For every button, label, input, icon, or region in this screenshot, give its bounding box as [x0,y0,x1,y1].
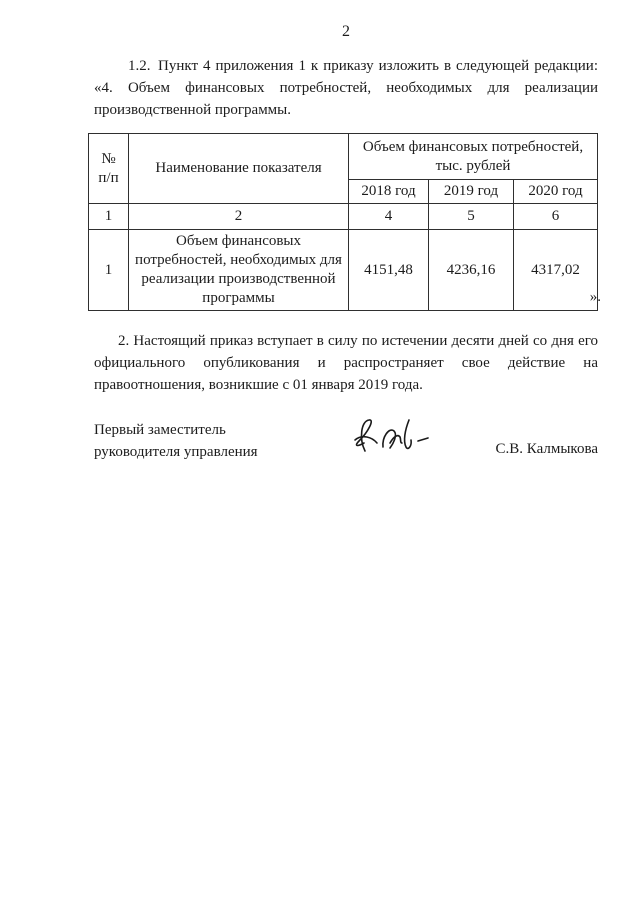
header-cell-year-2020: 2020 год [514,180,598,204]
amendment-paragraph-line-2: «4. Объем финансовых потребностей, необходимых для реализации [94,80,598,96]
data-cell-num: 1 [89,230,129,311]
header-cell-year-2018: 2018 год [349,180,429,204]
colnum-cell-1: 1 [89,204,129,230]
signer-position-line-2: руководителя управления [94,444,258,460]
effective-paragraph-line-1: 2. Настоящий приказ вступает в силу по истечении десяти дней со дня его [118,333,598,349]
colnum-cell-4: 5 [429,204,514,230]
signer-position-line-1: Первый заместитель [94,422,226,438]
effective-paragraph-line-3: правоотношения, возникшие с 01 января 2019 года. [94,377,423,393]
data-cell-2018: 4151,48 [349,230,429,311]
effective-paragraph-line-2: официального опубликования и распространяет свое действие на [94,355,598,371]
financial-needs-table [88,133,598,311]
table-header-row [89,134,598,180]
amendment-paragraph-line-3: производственной программы. [94,102,292,118]
closing-quote-mark: ». [589,289,601,305]
colnum-cell-3: 4 [349,204,429,230]
amendment-paragraph [94,55,598,121]
table-column-numbers-row [89,204,598,230]
amendment-paragraph-line-1: 1.2. Пункт 4 приложения 1 к приказу изложить в следующей редакции: [128,58,598,74]
colnum-cell-5: 6 [514,204,598,230]
effective-date-paragraph [94,330,598,396]
colnum-cell-2: 2 [129,204,349,230]
signer-name: С.В. Калмыкова [495,441,598,457]
page-number: 2 [342,23,350,40]
header-cell-year-2019: 2019 год [429,180,514,204]
header-cell-num: № п/п [89,134,129,204]
data-cell-2019: 4236,16 [429,230,514,311]
header-cell-group: Объем финансовых потребностей, тыс. рублей [349,134,598,180]
data-cell-2020: 4317,02 [514,230,598,311]
header-cell-indicator: Наименование показателя [129,134,349,204]
data-cell-indicator: Объем финансовых потребностей, необходимых для реализации производственной программы [129,230,349,311]
